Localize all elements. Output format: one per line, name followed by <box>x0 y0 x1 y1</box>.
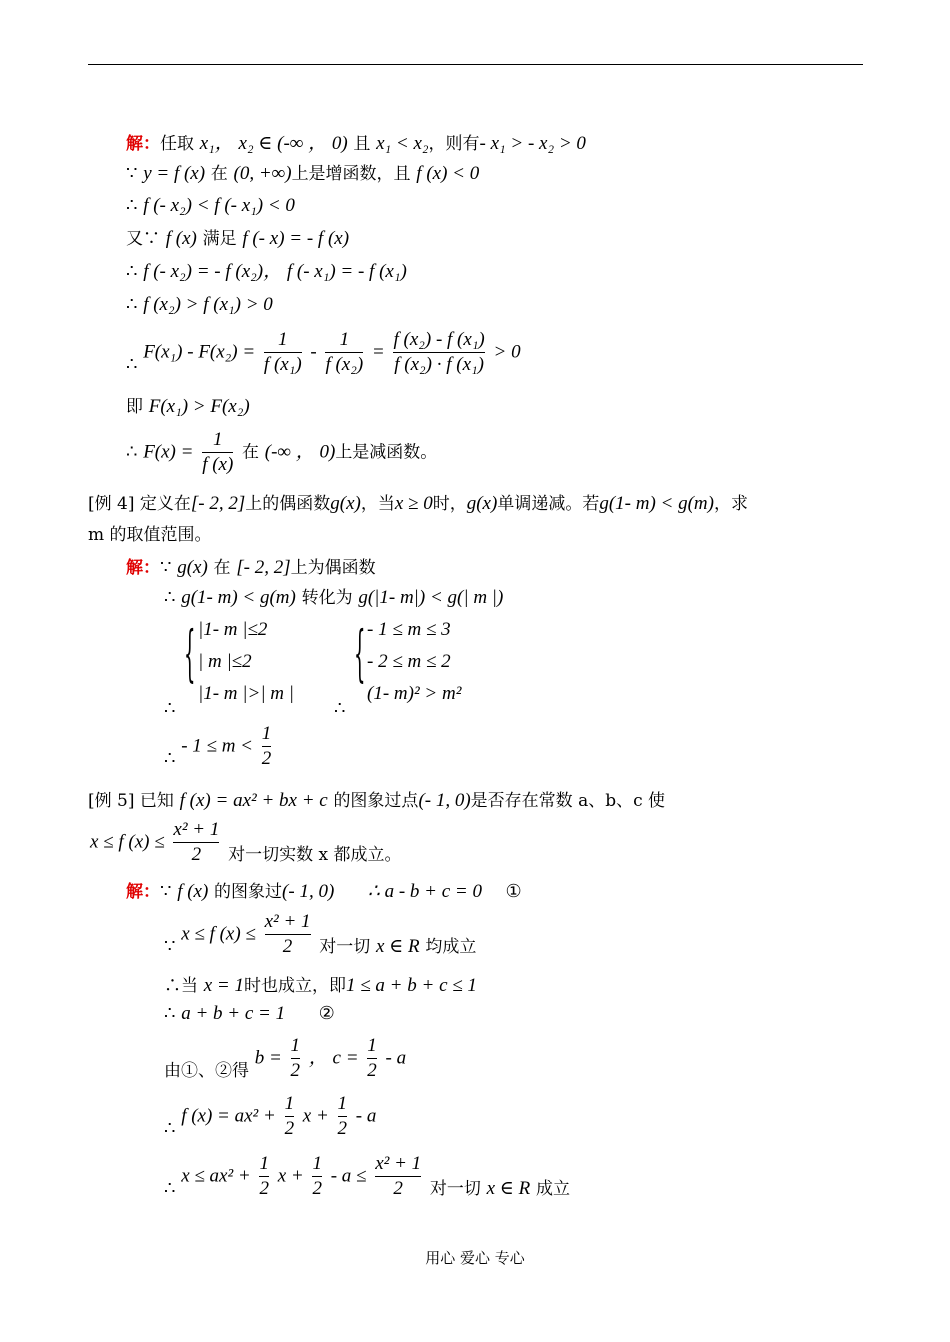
therefore-symbol: ∴ <box>164 1118 176 1139</box>
fraction <box>375 1152 421 1201</box>
ex4-solution-line-2 <box>164 586 503 610</box>
formula: x + <box>302 1105 329 1127</box>
left-brace: { <box>354 619 366 691</box>
numerator: 1 <box>284 1093 295 1114</box>
ex5-solution-line-2 <box>164 910 476 959</box>
denominator: 2 <box>265 934 311 959</box>
ex5-solution-line-4 <box>164 1002 335 1026</box>
formula: F(x) = <box>143 441 194 463</box>
formula: (- 1, 0) <box>418 790 471 811</box>
text: 在 <box>210 164 228 184</box>
because-symbol: ∵ <box>160 557 172 578</box>
text: 且 <box>353 134 371 154</box>
formula: g(x) <box>177 557 208 578</box>
ex4-solution-line-1 <box>126 556 376 580</box>
formula: (0, +∞) <box>233 163 292 184</box>
text: [例 5] 已知 <box>88 791 174 811</box>
formula: (- 1, 0) <box>282 881 335 902</box>
fraction <box>338 1092 348 1141</box>
solution-label: 解： <box>126 558 160 578</box>
numerator: 1 <box>261 723 272 744</box>
fraction <box>265 910 311 959</box>
ex5-solution-line-1 <box>126 880 522 904</box>
ex4-question-line-1 <box>88 492 748 516</box>
formula: f (- x₂) = - f (x₂)， f (- x₁) = - f (x₁) <box>143 261 407 282</box>
denominator: f (x₂) <box>325 354 364 375</box>
system-left-eq-1: |1- m |≤2 <box>198 619 268 640</box>
formula: x ≤ ax² + <box>181 1165 251 1187</box>
fraction <box>285 1092 295 1141</box>
text: 是否存在常数 a、b、c 使 <box>470 791 666 811</box>
text: ，求 <box>713 494 748 514</box>
formula: 1 ≤ a + b + c ≤ 1 <box>346 975 477 996</box>
formula: ∴ a - b + c = 0 <box>367 881 482 902</box>
formula: g(|1- m|) < g(| m |) <box>358 587 504 608</box>
text: 上是减函数。 <box>335 442 438 463</box>
circled-number-1: ① <box>505 881 522 902</box>
denominator: 2 <box>367 1060 377 1081</box>
formula: f (x₂) > f (x₁) > 0 <box>143 294 273 315</box>
text: 又∵ <box>126 229 160 249</box>
solution-label: 解： <box>126 134 160 154</box>
formula: - a ≤ <box>330 1165 367 1187</box>
text: 上的偶函数 <box>245 494 331 514</box>
fraction <box>259 1152 269 1201</box>
therefore-symbol: ∴ <box>164 1178 176 1199</box>
formula: F(x₁) > F(x₂) <box>148 396 250 417</box>
text: 在 <box>213 558 231 578</box>
text: 时也成立，即 <box>244 976 346 996</box>
numerator: 1 <box>312 1153 322 1174</box>
denominator: f (x₁) <box>263 354 302 375</box>
numerator: f (x₂) - f (x₁) <box>393 329 485 350</box>
formula: - a <box>355 1105 377 1127</box>
formula: - x₁ > - x₂ > 0 <box>479 133 586 154</box>
formula: [- 2, 2] <box>190 493 246 514</box>
formula: x₁， x₂ ∈ (-∞ ， 0) <box>199 133 348 154</box>
formula: f (x) < 0 <box>416 163 480 184</box>
ex3-line-5 <box>126 260 407 284</box>
denominator: f (x) <box>202 454 234 475</box>
ex3-line-8 <box>126 395 250 419</box>
formula: x₁ < x₂ <box>376 133 429 154</box>
fraction <box>202 428 233 477</box>
denominator: 2 <box>337 1118 348 1139</box>
text: 上是增函数，且 <box>291 164 411 184</box>
text: 上为偶函数 <box>290 558 376 578</box>
ex3-line-3 <box>126 194 295 218</box>
therefore-symbol: ∴ <box>164 1003 176 1024</box>
formula: ， c = <box>308 1047 359 1069</box>
text: 的图象过点 <box>333 791 419 811</box>
ex3-line-4 <box>126 227 349 251</box>
formula: f (- x₂) < f (- x₁) < 0 <box>143 195 295 216</box>
formula: > 0 <box>493 341 521 363</box>
denominator: 2 <box>290 1060 301 1081</box>
ex3-line-9 <box>126 428 437 477</box>
formula: F(x₁) - F(x₂) = <box>143 341 256 363</box>
text: 单调递减。若 <box>497 494 600 514</box>
formula: x ∈ R <box>376 936 420 957</box>
ex3-line-7 <box>126 328 521 377</box>
operator: - <box>310 341 317 363</box>
denominator: f (x₂) · f (x₁) <box>394 354 484 375</box>
therefore-symbol: ∴ <box>126 441 138 463</box>
because-symbol: ∵ <box>160 881 172 902</box>
formula: g(1- m) < g(m) <box>599 493 714 514</box>
system-left-eq-3: |1- m |>| m | <box>198 683 294 704</box>
therefore-symbol: ∴ <box>126 261 138 282</box>
denominator: 2 <box>173 842 219 867</box>
text: 在 <box>242 442 260 463</box>
text: 由①、②得 <box>164 1061 249 1081</box>
text: 对一切 <box>319 937 371 957</box>
formula: - a <box>385 1047 407 1069</box>
denominator: 2 <box>259 1178 269 1199</box>
text: 对一切 <box>429 1179 481 1199</box>
formula: x ≥ 0 <box>394 493 433 514</box>
formula: x + <box>277 1165 304 1187</box>
ex5-solution-line-7 <box>164 1152 570 1201</box>
formula: g(1- m) < g(m) <box>181 587 296 608</box>
formula: f (x) = ax² + bx + c <box>179 790 328 811</box>
text: 转化为 <box>301 588 353 608</box>
text: 即 <box>126 397 143 417</box>
therefore-symbol: ∴ <box>164 698 176 719</box>
ex3-line-2 <box>126 162 479 186</box>
therefore-symbol: ∴ <box>126 195 138 216</box>
text: 任取 <box>160 134 194 154</box>
system-left-eq-2: | m |≤2 <box>198 651 252 672</box>
ex5-solution-line-3 <box>164 974 477 998</box>
header-rule <box>88 64 863 65</box>
left-brace: { <box>184 619 196 691</box>
text: 均成立 <box>425 937 477 957</box>
operator: = <box>371 341 385 363</box>
formula: g(x) <box>466 493 498 514</box>
ex5-question-line-1 <box>88 789 665 813</box>
therefore-symbol: ∴ <box>164 748 176 769</box>
formula: b = <box>254 1047 282 1069</box>
text: [例 4] 定义在 <box>88 494 191 514</box>
text: 时， <box>432 494 467 514</box>
solution-label: 解： <box>126 882 160 902</box>
fraction <box>367 1034 377 1083</box>
therefore-symbol: ∴ <box>126 294 138 315</box>
denominator: 2 <box>284 1118 295 1139</box>
formula: a + b + c = 1 <box>181 1003 286 1024</box>
ex5-solution-line-6 <box>164 1092 376 1141</box>
numerator: 1 <box>259 1153 269 1174</box>
ex4-result <box>164 722 274 771</box>
because-symbol: ∵ <box>126 163 138 184</box>
text: ，则有 <box>428 134 480 154</box>
numerator: 1 <box>213 429 223 450</box>
text: 对一切实数 x 都成立。 <box>228 845 402 865</box>
numerator: 1 <box>339 329 350 350</box>
formula: f (x) <box>165 228 197 249</box>
formula: g(x) <box>330 493 361 514</box>
text: ∴当 <box>164 976 198 996</box>
fraction <box>393 328 484 377</box>
numerator: x² + 1 <box>173 819 220 840</box>
numerator: x² + 1 <box>264 911 311 932</box>
ex3-line-1 <box>126 132 586 156</box>
numerator: 1 <box>278 329 288 350</box>
formula: (-∞ ， 0) <box>264 441 336 463</box>
fraction <box>291 1034 301 1083</box>
fraction <box>312 1152 322 1201</box>
numerator: 1 <box>337 1093 348 1114</box>
circled-number-2: ② <box>318 1003 335 1024</box>
because-symbol: ∵ <box>164 936 176 957</box>
formula: x ∈ R <box>486 1178 531 1199</box>
therefore-symbol: ∴ <box>334 698 346 719</box>
ex3-line-6 <box>126 293 273 317</box>
denominator: 2 <box>312 1178 322 1199</box>
system-right-eq-3: (1- m)² > m² <box>367 683 462 704</box>
numerator: 1 <box>367 1035 377 1056</box>
fraction <box>264 328 302 377</box>
text: 成立 <box>535 1179 570 1199</box>
fraction <box>262 722 272 771</box>
formula: - 1 ≤ m < <box>181 735 253 757</box>
formula: x ≤ f (x) ≤ <box>181 923 256 945</box>
therefore-symbol: ∴ <box>126 354 138 375</box>
formula: x = 1 <box>203 975 244 996</box>
ex4-question-line-2 <box>88 523 212 547</box>
text: 的图象过 <box>214 882 283 902</box>
formula: f (x) <box>177 881 209 902</box>
therefore-symbol: ∴ <box>164 587 176 608</box>
formula: f (- x) = - f (x) <box>242 228 350 249</box>
numerator: x² + 1 <box>375 1153 422 1174</box>
text: 满足 <box>202 229 237 249</box>
text: m 的取值范围。 <box>88 525 212 545</box>
formula: y = f (x) <box>143 163 206 184</box>
numerator: 1 <box>290 1035 301 1056</box>
denominator: 2 <box>261 748 272 769</box>
ex5-solution-line-5 <box>164 1034 406 1083</box>
system-right-eq-1: - 1 ≤ m ≤ 3 <box>367 619 451 640</box>
page-footer: 用心 爱心 专心 <box>425 1249 525 1267</box>
formula: f (x) = ax² + <box>181 1105 276 1127</box>
fraction <box>173 818 219 867</box>
formula: [- 2, 2] <box>236 557 291 578</box>
denominator: 2 <box>375 1176 421 1201</box>
text: ，当 <box>360 494 395 514</box>
system-right-eq-2: - 2 ≤ m ≤ 2 <box>367 651 451 672</box>
fraction <box>325 328 363 377</box>
formula: x ≤ f (x) ≤ <box>90 831 165 853</box>
ex5-question-line-2 <box>90 818 401 867</box>
